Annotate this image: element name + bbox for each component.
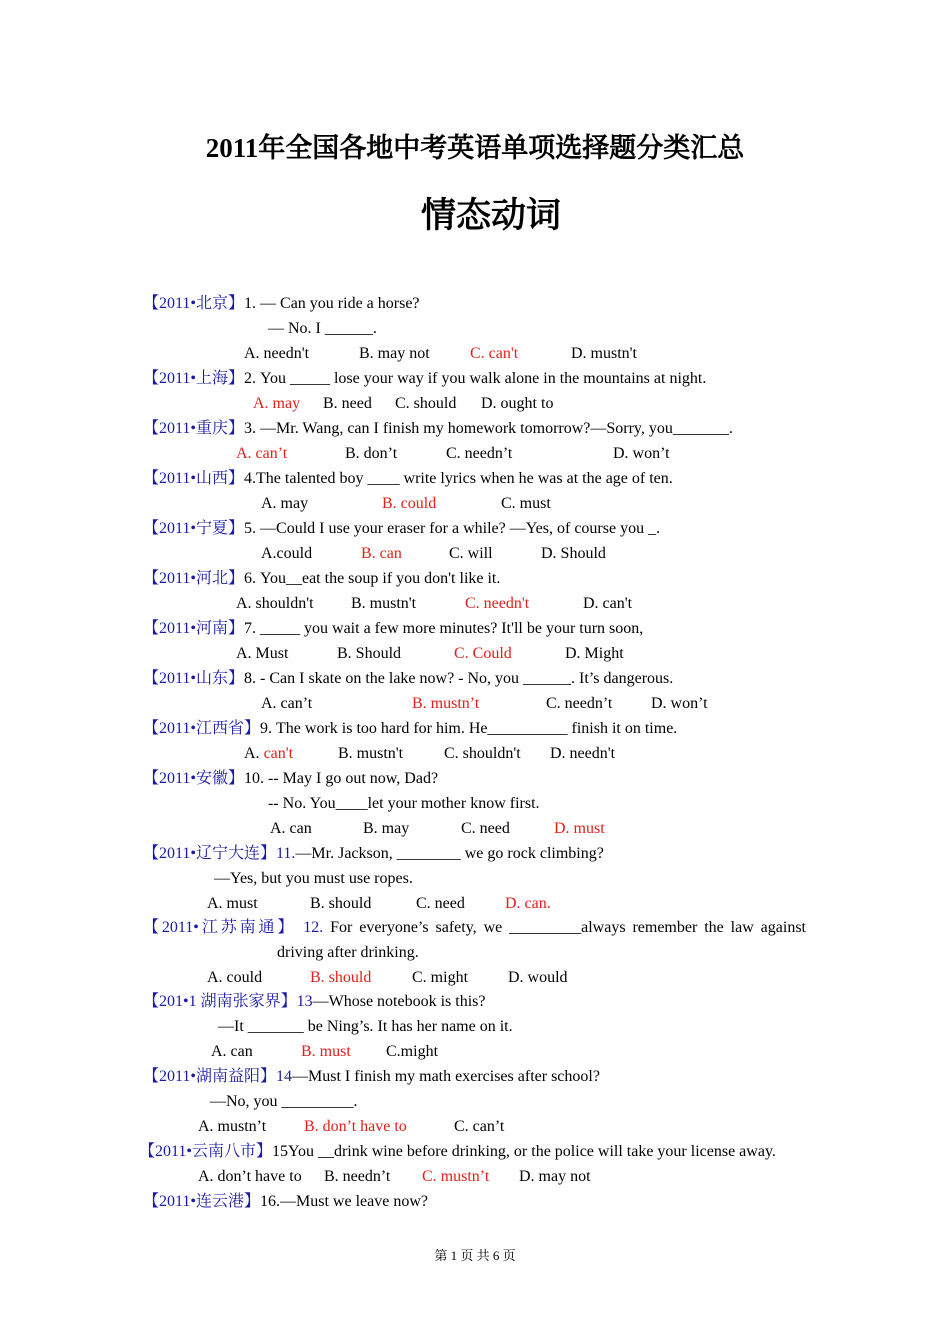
option-b-answer: B. should — [310, 969, 372, 986]
option-a: A. could — [207, 969, 263, 986]
question-13 — [143, 992, 485, 1012]
option-a-answer: A. can’t — [236, 445, 288, 462]
question-3 — [143, 419, 733, 439]
question-9 — [143, 719, 677, 739]
option-d: D. ought to — [481, 395, 554, 412]
option-b: B. needn’t — [324, 1168, 391, 1185]
question-text: 4.The talented boy ____ write lyrics when he was at the age of ten. — [244, 470, 673, 487]
question-11 — [143, 844, 604, 864]
option-a: A. can’t — [261, 695, 313, 712]
option-b-answer: B. can — [361, 545, 402, 562]
option-d: D. Might — [565, 645, 624, 662]
question-text: 10. -- May I go out now, Dad? — [244, 770, 439, 787]
question-text: —Must I finish my math exercises after school? — [292, 1068, 600, 1085]
question-16 — [143, 1192, 428, 1212]
option-a-letter: A. — [244, 745, 264, 762]
option-c: C. might — [412, 969, 469, 986]
question-15 — [139, 1142, 776, 1162]
question-4-options — [261, 494, 551, 514]
question-text: 16.—Must we leave now? — [260, 1193, 428, 1210]
question-11-options — [207, 894, 551, 914]
question-10-line2: -- No. You____let your mother know first. — [268, 795, 540, 812]
option-a: A. Must — [236, 645, 289, 662]
option-a: A. can — [211, 1043, 253, 1060]
question-source: 【2011•上海】 — [143, 370, 245, 387]
option-a: A. shouldn't — [236, 595, 314, 612]
option-c: C. need — [416, 895, 465, 912]
question-10 — [143, 769, 438, 789]
question-number: 11. — [276, 845, 296, 862]
document-subtitle: 情态动词 — [420, 196, 561, 235]
question-4 — [143, 469, 673, 489]
option-c-answer: C. needn't — [465, 595, 530, 612]
question-15-options — [198, 1167, 591, 1187]
question-source: 【2011•重庆】 — [143, 420, 245, 437]
question-5-options — [261, 544, 606, 564]
option-a: A. can — [270, 820, 312, 837]
question-2-options — [253, 394, 553, 414]
option-a: A. don’t have to — [198, 1168, 302, 1185]
option-c: C. needn’t — [446, 445, 513, 462]
option-a-answer: A. may — [253, 395, 301, 412]
option-a — [244, 744, 338, 764]
question-source: 【2011•辽宁大连】 — [143, 845, 277, 862]
question-2 — [143, 369, 706, 389]
option-a: A. must — [207, 895, 258, 912]
option-a: A. may — [261, 495, 309, 512]
question-12 — [143, 918, 806, 938]
question-5 — [143, 519, 660, 539]
option-b-answer: B. could — [382, 495, 437, 512]
question-source: 【2011•宁夏】 — [143, 520, 245, 537]
question-source: 【2011•湖南益阳】 — [143, 1068, 277, 1085]
option-d: D. needn't — [550, 745, 616, 762]
option-d: D. Should — [541, 545, 606, 562]
question-9-options — [244, 744, 615, 764]
document-title: 2011年全国各地中考英语单项选择题分类汇总 — [205, 133, 745, 163]
question-11-line2: —Yes, but you must use ropes. — [214, 870, 413, 887]
question-number: 13 — [296, 993, 313, 1010]
question-14-options — [198, 1117, 504, 1137]
question-source: 【2011•北京】 — [143, 295, 245, 312]
question-source: 【2011•连云港】 — [143, 1193, 261, 1210]
option-b: B. mustn't — [338, 745, 404, 762]
option-a: A.could — [261, 545, 313, 562]
option-c: C. shouldn't — [444, 745, 521, 762]
question-source: 【2011•安徽】 — [143, 770, 245, 787]
option-c: C. should — [395, 395, 457, 412]
option-b: B. may not — [359, 345, 430, 362]
option-c-answer: C. Could — [454, 645, 512, 662]
question-6-options — [236, 594, 632, 614]
option-c: C. can’t — [454, 1118, 505, 1135]
question-text: 8. - Can I skate on the lake now? - No, you ______. It’s dangerous. — [244, 670, 674, 687]
option-c: C. will — [449, 545, 493, 562]
question-source: 【201•1 湖南张家界】 — [143, 993, 297, 1010]
page-footer: 第 1 页 共 6 页 — [434, 1248, 516, 1263]
option-d: D. would — [508, 969, 568, 986]
option-d: D. won’t — [613, 445, 670, 462]
option-b: B. Should — [337, 645, 402, 662]
option-b: B. need — [323, 395, 372, 412]
question-text: —Mr. Jackson, ________ we go rock climbing? — [295, 845, 604, 862]
question-source: 【2011•山东】 — [143, 670, 245, 687]
question-8 — [143, 669, 673, 689]
option-b: B. may — [363, 820, 410, 837]
option-d: D. mustn't — [571, 345, 637, 362]
question-number: 14 — [276, 1068, 293, 1085]
option-c-answer: C. can't — [470, 345, 519, 362]
option-c: C. needn’t — [546, 695, 613, 712]
question-text: 7. _____ you wait a few more minutes? It'll be your turn soon, — [244, 620, 644, 637]
option-d: D. can't — [583, 595, 633, 612]
option-b-answer: B. don’t have to — [304, 1118, 407, 1135]
option-d: D. may not — [519, 1168, 591, 1185]
question-1 — [143, 294, 420, 314]
question-source: 【2011•云南八市】 — [139, 1143, 273, 1160]
option-b-answer: B. mustn’t — [412, 695, 480, 712]
option-b-answer: B. must — [301, 1043, 351, 1060]
question-7-options — [236, 644, 624, 664]
option-c: C. must — [501, 495, 551, 512]
question-13-line2: —It _______ be Ning’s. It has her name on it. — [218, 1018, 513, 1035]
question-10-options — [270, 819, 605, 839]
question-text: 6. You__eat the soup if you don't like it. — [244, 570, 501, 587]
question-text: 15You __drink wine before drinking, or the police will take your license away. — [272, 1143, 776, 1160]
question-source: 【2011•江苏南通】 — [143, 919, 297, 936]
option-c-answer: C. mustn’t — [422, 1168, 490, 1185]
option-c: C.might — [386, 1043, 439, 1060]
question-12-options — [207, 968, 568, 988]
question-source: 【2011•河北】 — [143, 570, 245, 587]
question-14-line2: —No, you _________. — [210, 1093, 358, 1110]
question-text: For everyone’s safety, we _________always remember the law against — [330, 919, 806, 936]
question-text: —Whose notebook is this? — [312, 993, 486, 1010]
question-source: 【2011•江西省】 — [143, 720, 261, 737]
option-d-answer: D. can. — [505, 895, 551, 912]
option-a: A. needn't — [244, 345, 310, 362]
question-text: 9. The work is too hard for him. He__________ finish it on time. — [260, 720, 678, 737]
option-c: C. need — [461, 820, 510, 837]
option-b: B. mustn't — [351, 595, 417, 612]
option-d: D. won’t — [651, 695, 708, 712]
option-b: B. should — [310, 895, 372, 912]
question-6 — [143, 569, 500, 589]
question-12-line2: driving after drinking. — [277, 944, 419, 961]
question-1-line2: — No. I ______. — [268, 320, 377, 337]
question-1-options — [244, 344, 637, 364]
option-a: A. mustn’t — [198, 1118, 267, 1135]
question-text: 5. —Could I use your eraser for a while? —Yes, of course you _. — [244, 520, 661, 537]
question-source: 【2011•河南】 — [143, 620, 245, 637]
option-b: B. don’t — [345, 445, 398, 462]
question-3-options — [236, 444, 670, 464]
option-d-answer: D. must — [554, 820, 605, 837]
question-13-options — [211, 1042, 438, 1062]
question-text: 1. — Can you ride a horse? — [244, 295, 420, 312]
question-source: 【2011•山西】 — [143, 470, 245, 487]
question-8-options — [261, 694, 708, 714]
question-number: 12. — [303, 919, 324, 936]
option-a-answer: can't — [263, 745, 294, 762]
question-text: 2. You _____ lose your way if you walk alone in the mountains at night. — [244, 370, 707, 387]
question-7 — [143, 619, 643, 639]
question-14 — [143, 1067, 600, 1087]
question-text: 3. —Mr. Wang, can I finish my homework tomorrow?—Sorry, you_______. — [244, 420, 733, 437]
